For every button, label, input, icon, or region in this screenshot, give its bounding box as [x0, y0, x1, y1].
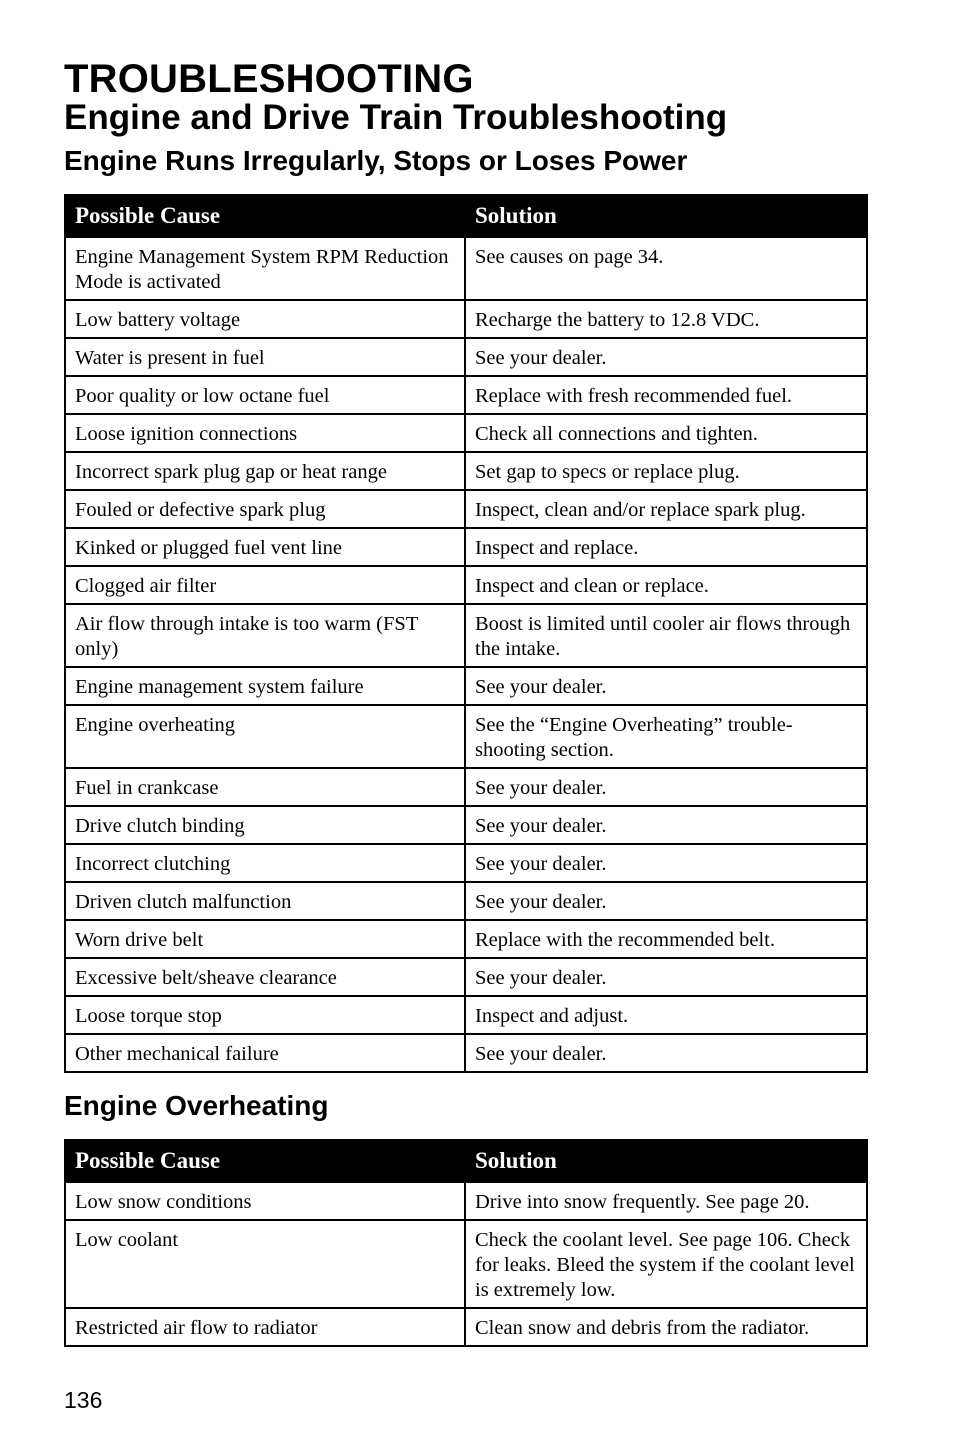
solution-cell: Inspect and adjust. [465, 996, 867, 1034]
cause-cell: Worn drive belt [65, 920, 465, 958]
table-row [65, 338, 867, 376]
table-row [65, 768, 867, 806]
solution-cell: See your dealer. [465, 882, 867, 920]
table-row [65, 376, 867, 414]
section2-heading: Engine Overheating [64, 1090, 329, 1121]
cause-cell: Air flow through intake is too warm (FST only) [65, 604, 465, 667]
page-number: 136 [64, 1387, 103, 1413]
table-row [65, 300, 867, 338]
table-row [65, 920, 867, 958]
solution-cell: See causes on page 34. [465, 237, 867, 300]
cause-cell: Incorrect spark plug gap or heat range [65, 452, 465, 490]
solution-cell: Inspect, clean and/or replace spark plug. [465, 490, 867, 528]
table-row [65, 1220, 867, 1308]
cause-cell: Loose torque stop [65, 996, 465, 1034]
solution-cell: Inspect and replace. [465, 528, 867, 566]
solution-cell: See your dealer. [465, 667, 867, 705]
column-header-cause: Possible Cause [65, 195, 465, 237]
cause-cell: Low coolant [65, 1220, 465, 1308]
table-row [65, 667, 867, 705]
column-header-solution: Solution [465, 1140, 867, 1182]
solution-cell: Replace with the recommended belt. [465, 920, 867, 958]
solution-cell: See your dealer. [465, 1034, 867, 1072]
table-row [65, 1182, 867, 1220]
cause-cell: Poor quality or low octane fuel [65, 376, 465, 414]
table-row [65, 882, 867, 920]
table-body [65, 237, 867, 1072]
table-row [65, 237, 867, 300]
table-row [65, 844, 867, 882]
cause-cell: Fouled or defective spark plug [65, 490, 465, 528]
solution-cell: Boost is limited until cooler air flows through the intake. [465, 604, 867, 667]
cause-cell: Fuel in crankcase [65, 768, 465, 806]
solution-cell: See your dealer. [465, 844, 867, 882]
solution-cell: See your dealer. [465, 806, 867, 844]
solution-cell: Set gap to specs or replace plug. [465, 452, 867, 490]
table-row [65, 604, 867, 667]
solution-cell: Replace with fresh recommended fuel. [465, 376, 867, 414]
cause-cell: Engine Management System RPM Reduction Mode is activated [65, 237, 465, 300]
page-title: TROUBLESHOOTING [64, 57, 474, 101]
cause-cell: Loose ignition connections [65, 414, 465, 452]
table-row [65, 1034, 867, 1072]
cause-cell: Excessive belt/sheave clearance [65, 958, 465, 996]
table-row [65, 996, 867, 1034]
table-row [65, 806, 867, 844]
solution-cell: Drive into snow frequently. See page 20. [465, 1182, 867, 1220]
solution-cell: See your dealer. [465, 958, 867, 996]
table-row [65, 414, 867, 452]
table-row [65, 528, 867, 566]
cause-cell: Water is present in fuel [65, 338, 465, 376]
solution-cell: See your dealer. [465, 768, 867, 806]
solution-cell: Inspect and clean or replace. [465, 566, 867, 604]
cause-cell: Other mechanical failure [65, 1034, 465, 1072]
engine-runs-irregularly-table [64, 194, 868, 1073]
section1-heading: Engine Runs Irregularly, Stops or Loses Power [64, 145, 688, 176]
cause-cell: Engine management system failure [65, 667, 465, 705]
column-header-cause: Possible Cause [65, 1140, 465, 1182]
solution-cell: Clean snow and debris from the radiator. [465, 1308, 867, 1346]
column-header-solution: Solution [465, 195, 867, 237]
cause-cell: Kinked or plugged fuel vent line [65, 528, 465, 566]
table-header-row [65, 1140, 867, 1182]
table-body [65, 1182, 867, 1346]
cause-cell: Driven clutch malfunction [65, 882, 465, 920]
table-row [65, 958, 867, 996]
cause-cell: Low battery voltage [65, 300, 465, 338]
table-row [65, 452, 867, 490]
solution-cell: See the “Engine Overheating” trouble-shooting section. [465, 705, 867, 768]
solution-cell: Recharge the battery to 12.8 VDC. [465, 300, 867, 338]
cause-cell: Clogged air filter [65, 566, 465, 604]
table-row [65, 705, 867, 768]
table-row [65, 566, 867, 604]
solution-cell: Check all connections and tighten. [465, 414, 867, 452]
cause-cell: Incorrect clutching [65, 844, 465, 882]
cause-cell: Drive clutch binding [65, 806, 465, 844]
solution-cell: See your dealer. [465, 338, 867, 376]
table-row [65, 1308, 867, 1346]
engine-overheating-table [64, 1139, 868, 1347]
cause-cell: Low snow conditions [65, 1182, 465, 1220]
table-header-row [65, 195, 867, 237]
page-subtitle: Engine and Drive Train Troubleshooting [64, 98, 728, 137]
cause-cell: Engine overheating [65, 705, 465, 768]
solution-cell: Check the coolant level. See page 106. Check for leaks. Bleed the system if the coolant level is extremely low. [465, 1220, 867, 1308]
table-row [65, 490, 867, 528]
cause-cell: Restricted air flow to radiator [65, 1308, 465, 1346]
